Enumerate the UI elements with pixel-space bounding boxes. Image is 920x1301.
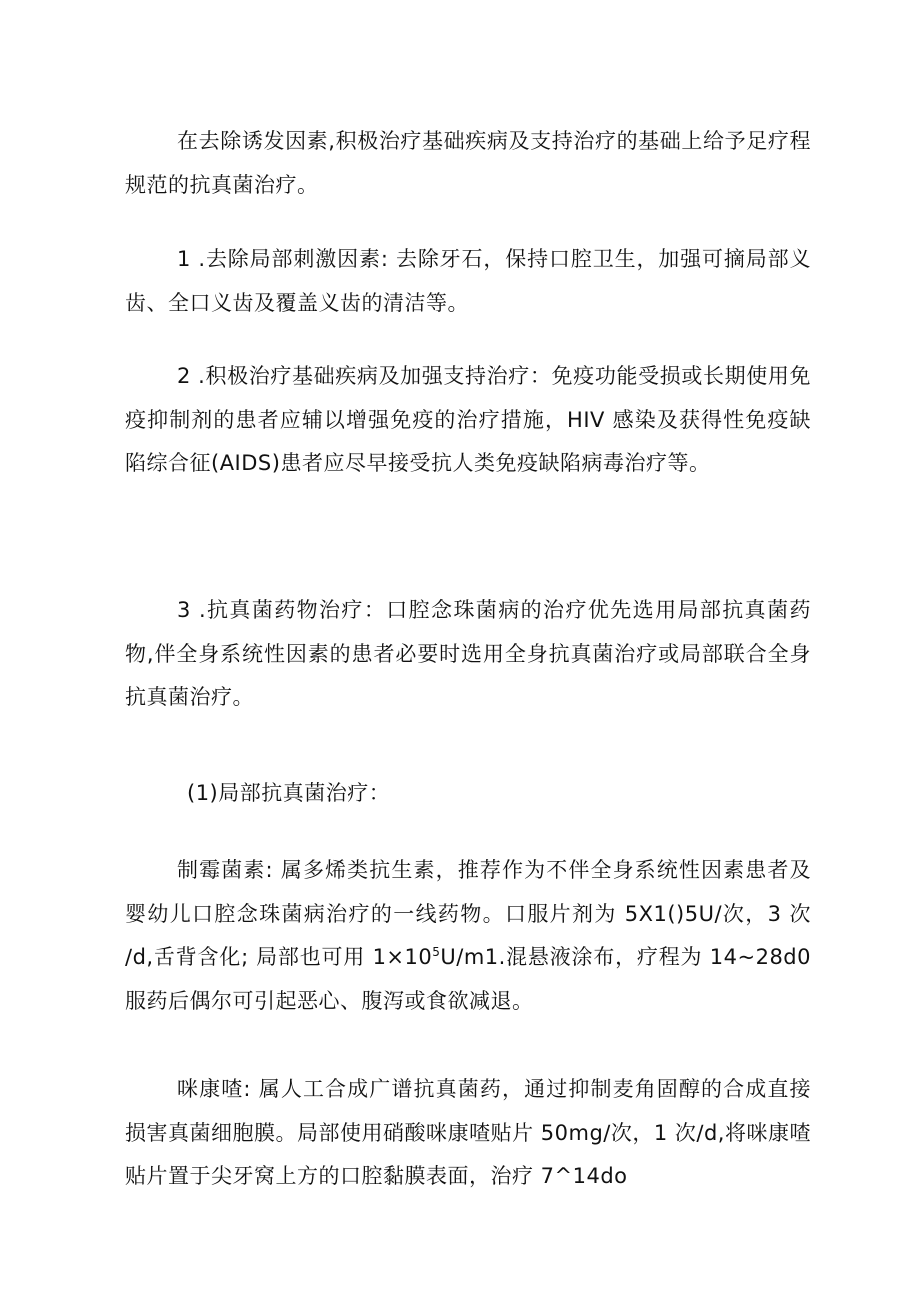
paragraph-item-1: 1 .去除局部刺激因素: 去除牙石，保持口腔卫生，加强可摘局部义齿、全口义齿及覆盖义齿的清洁等。 bbox=[125, 247, 811, 315]
nystatin-exponent: 5 bbox=[432, 945, 441, 959]
paragraph-intro: 在去除诱发因素,积极治疗基础疾病及支持治疗的基础上给予足疗程规范的抗真菌治疗。 bbox=[125, 129, 811, 197]
paragraph-item-3: 3 .抗真菌药物治疗：口腔念珠菌病的治疗优先选用局部抗真菌药物,伴全身系统性因素的患者必要时选用全身抗真菌治疗或局部联合全身抗真菌治疗。 bbox=[125, 598, 811, 709]
subheading-local-antifungal: (1)局部抗真菌治疗： bbox=[187, 781, 391, 805]
nystatin-text-part2: U/m1.混悬液涂布，疗程为 14~28d0 服药后偶尔可引起恶心、腹泻或食欲减退。 bbox=[125, 945, 811, 1013]
paragraph-nystatin bbox=[125, 849, 811, 1023]
nystatin-text-part1: 制霉菌素: 属多烯类抗生素，推荐作为不伴全身系统性因素患者及婴幼儿口腔念珠菌病治疗的一线药物。口服片剂为 5X1()5U/次，3 次∕d,舌背含化; 局部也可用 1×10 bbox=[125, 858, 811, 969]
paragraph-miconazole: 咪康喳: 属人工合成广谱抗真菌药，通过抑制麦角固醇的合成直接损害真菌细胞膜。局部使用硝酸咪康喳贴片 50mg∕次，1 次∕d,将咪康喳贴片置于尖牙窝上方的口腔黏膜表面，治疗 7^14do bbox=[125, 1077, 811, 1188]
paragraph-item-2: 2 .积极治疗基础疾病及加强支持治疗：免疫功能受损或长期使用免疫抑制剂的患者应辅以增强免疫的治疗措施，HIV 感染及获得性免疫缺陷综合征(AIDS)患者应尽早接受抗人类免疫缺陷病毒治疗等。 bbox=[125, 364, 811, 475]
